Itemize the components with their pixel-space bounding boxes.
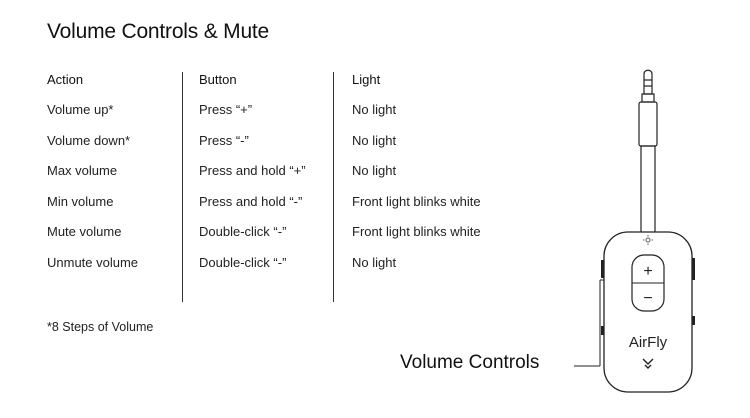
light-header: Light [352,72,381,87]
button-cell: Double-click “-” [199,224,287,239]
brand-name: AirFly [628,334,668,351]
side-button [692,258,695,280]
side-button [601,260,604,278]
column-divider [333,72,334,302]
action-column [47,70,177,283]
action-header: Action [47,72,84,87]
button-cell: Press and hold “+” [199,163,306,178]
action-cell: Min volume [47,193,114,209]
button-column [199,70,339,283]
button-cell: Press “+” [199,102,253,117]
light-cell: No light [352,163,397,178]
light-cell: No light [352,102,397,117]
volume-controls-callout-label: Volume Controls [400,352,540,373]
footnote: *8 Steps of Volume [47,320,154,334]
button-cell: Press and hold “-” [199,193,303,209]
button-cell: Press “-” [199,132,249,148]
volume-down-minus-icon: − [643,290,653,307]
column-divider [182,72,183,302]
light-cell: Front light blinks white [352,224,481,239]
action-cell: Max volume [47,163,118,178]
action-cell: Unmute volume [47,254,139,270]
button-header: Button [199,72,237,87]
light-cell: No light [352,132,397,148]
airfly-device-illustration [560,60,720,400]
volume-up-plus-icon: + [643,263,653,280]
action-cell: Mute volume [47,224,122,239]
light-cell: Front light blinks white [352,193,481,209]
button-cell: Double-click “-” [199,254,287,270]
action-cell: Volume up* [47,102,114,117]
light-cell: No light [352,254,397,270]
page-title: Volume Controls & Mute [47,20,270,43]
action-cell: Volume down* [47,132,131,148]
light-column [352,70,522,283]
audio-jack [635,70,661,252]
side-button [601,326,604,335]
side-button [692,316,695,325]
